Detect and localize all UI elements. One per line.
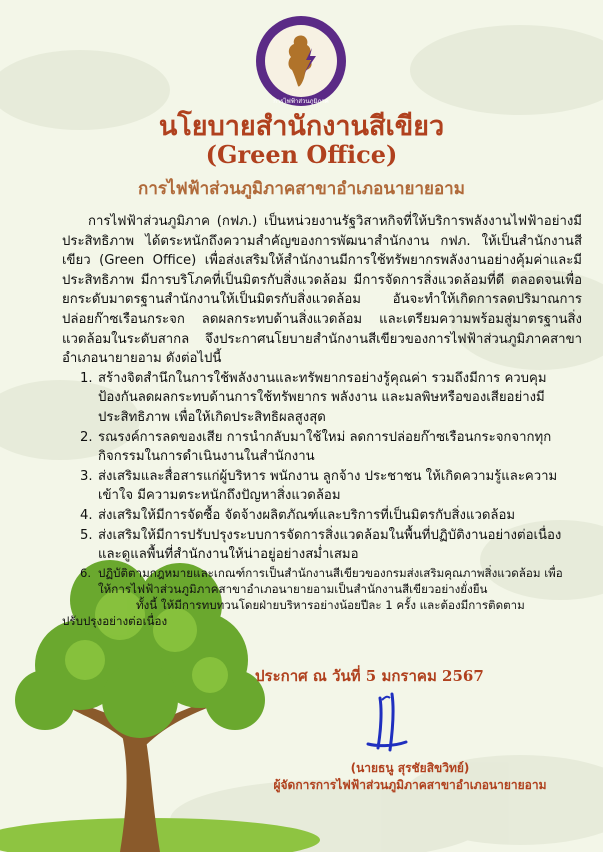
list-item-text: ส่งเสริมและสื่อสารแก่ผู้บริหาร พนักงาน ลูกจ้าง ประชาชน ให้เกิดความรู้และความเข้าใจ มีความตระหนักถึงปัญหาสิ่งแวดล้อม — [98, 468, 558, 504]
page-subtitle: การไฟฟ้าส่วนภูมิภาคสาขาอำเภอนายายอาม — [138, 179, 465, 199]
list-item: 6. ปฏิบัติตามกฎหมายและเกณฑ์การเป็นสำนักงานสีเขียวของกรมส่งเสริมคุณภาพสิ่งแวดล้อม เพื่อให้การไฟฟ้าส่วนภูมิภาคสาขาอำเภอนายายอามเป็นสำนักงานสีเขียวอย่างยั่งยืน — [80, 565, 563, 596]
list-item: 5. ส่งเสริมให้มีการปรับปรุงระบบการจัดการสิ่งแวดล้อมในพื้นที่ปฏิบัติงานอย่างต่อเนื่องและดูแลพื้นที่สำนักงานให้น่าอยู่อย่างสม่ำเสมอ — [80, 527, 562, 563]
closing-line: ทั้งนี้ ให้มีการทบทวนโดยฝ่ายบริหารอย่างน้อยปีละ 1 ครั้ง และต้องมีการติดตาม — [136, 597, 525, 612]
list-item: 3. ส่งเสริมและสื่อสารแก่ผู้บริหาร พนักงาน ลูกจ้าง ประชาชน ให้เกิดความรู้และความเข้าใจ มีความตระหนักถึงปัญหาสิ่งแวดล้อม — [80, 468, 558, 504]
list-item-text: สร้างจิตสำนึกในการใช้พลังงานและทรัพยากรอย่างรู้คุณค่า รวมถึงมีการ ควบคุมป้องกันลดผลกระทบด้านการใช้ทรัพยากร พลังงาน และมลพิษหรือของเสียอย่างมีประสิทธิภาพ เพื่อให้เกิดประสิทธิผลสูงสุด — [98, 370, 547, 425]
list-item-text: รณรงค์การลดของเสีย การนำกลับมาใช้ใหม่ ลดการปล่อยก๊าซเรือนกระจกจากทุกกิจกรรมในการดำเนินงานในสำนักงาน — [98, 429, 552, 465]
signature-icon — [362, 690, 412, 754]
announcement-date: ประกาศ ณ วันที่ 5 มกราคม 2567 — [255, 667, 484, 685]
list-item-text: ปฏิบัติตามกฎหมายและเกณฑ์การเป็นสำนักงานสีเขียวของกรมส่งเสริมคุณภาพสิ่งแวดล้อม เพื่อให้การไฟฟ้าส่วนภูมิภาคสาขาอำเภอนายายอามเป็นสำนักงานสีเขียวอย่างยั่งยืน — [98, 565, 563, 596]
logo-text: การไฟฟ้าส่วนภูมิภาค — [273, 98, 329, 105]
pea-logo-icon — [254, 14, 348, 108]
policy-list — [62, 369, 582, 597]
list-item: 2. รณรงค์การลดของเสีย การนำกลับมาใช้ใหม่ ลดการปล่อยก๊าซเรือนกระจกจากทุกกิจกรรมในการดำเนินงานในสำนักงาน — [80, 429, 552, 465]
signer-name: (นายธนู สุรชัยสิขวิทย์) — [350, 761, 470, 775]
intro-paragraph: การไฟฟ้าส่วนภูมิภาค (กฟภ.) เป็นหน่วยงานรัฐวิสาหกิจที่ให้บริการพลังงานไฟฟ้าอย่างมีประสิทธิภาพ ได้ตระหนักถึงความสำคัญของการพัฒนาสำนักงาน กฟภ. ให้เป็นสำนักงานสีเขียว (Green Office) เพื่อส่งเสริมให้สำนักงานมีการใช้ทรัพยากรพลังงานอย่างคุ้มค่าและมีประสิทธิภาพ มีการบริโภคที่เป็นมิตรกับสิ่งแวดล้อม มีการจัดการสิ่งแวดล้อมที่ดี ตลอดจนเพื่อยกระดับมาตรฐานสำนักงานให้เป็นมิตรกับสิ่งแวดล้อม อันจะทำให้เกิดการลดปริมาณการปล่อยก๊าซเรือนกระจก ลดผลกระทบด้านสิ่งแวดล้อม และเตรียมความพร้อมสู่มาตรฐานสิ่งแวดล้อมในระดับสากล จึงประกาศนโยบายสำนักงานสีเขียวของการไฟฟ้าส่วนภูมิภาคสาขาอำเภอนายายอาม ดังต่อไปนี้ — [62, 214, 582, 367]
list-item-text: ส่งเสริมให้มีการจัดซื้อ จัดจ้างผลิตภัณฑ์และบริการที่เป็นมิตรกับสิ่งแวดล้อม — [98, 507, 516, 523]
page-title-english: (Green Office) — [205, 140, 398, 169]
list-item-text: ส่งเสริมให้มีการปรับปรุงระบบการจัดการสิ่งแวดล้อมในพื้นที่ปฏิบัติงานอย่างต่อเนื่องและดูแลพื้นที่สำนักงานให้น่าอยู่อย่างสม่ำเสมอ — [98, 527, 562, 563]
list-item: 1. สร้างจิตสำนึกในการใช้พลังงานและทรัพยากรอย่างรู้คุณค่า รวมถึงมีการ ควบคุมป้องกันลดผลกระทบด้านการใช้ทรัพยากร พลังงาน และมลพิษหรือของเสียอย่างมีประสิทธิภาพ เพื่อให้เกิดประสิทธิผลสูงสุด — [80, 370, 547, 425]
closing-line-2: ปรับปรุงอย่างต่อเนื่อง — [62, 613, 168, 628]
signer-block — [250, 760, 570, 794]
signer-position: ผู้จัดการการไฟฟ้าส่วนภูมิภาคสาขาอำเภอนายายอาม — [273, 778, 547, 792]
list-item: 4. ส่งเสริมให้มีการจัดซื้อ จัดจ้างผลิตภัณฑ์และบริการที่เป็นมิตรกับสิ่งแวดล้อม — [80, 507, 516, 523]
page-title: นโยบายสำนักงานสีเขียว — [158, 111, 445, 142]
policy-body — [62, 212, 582, 629]
